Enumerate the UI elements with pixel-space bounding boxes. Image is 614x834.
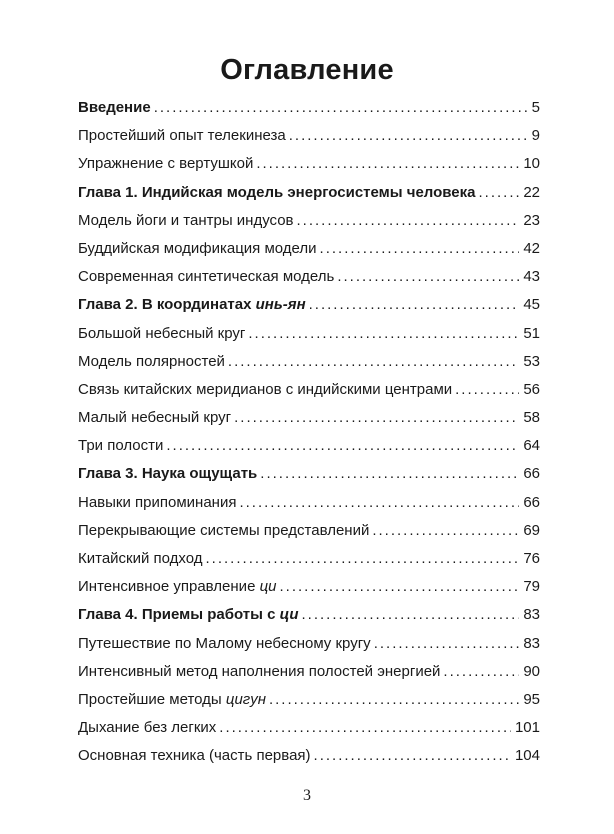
toc-entry[interactable] xyxy=(78,517,540,545)
dot-leader xyxy=(374,630,520,658)
toc-entry[interactable] xyxy=(78,122,540,150)
toc-entry-label: Модель йоги и тантры индусов xyxy=(78,211,294,229)
dot-leader xyxy=(166,432,519,460)
dot-leader xyxy=(455,376,519,404)
toc-entry-page: 76 xyxy=(523,550,540,567)
toc-entry-label: Навыки припоминания xyxy=(78,493,237,511)
toc-entry-label: Современная синтетическая модель xyxy=(78,268,335,286)
dot-leader xyxy=(228,348,519,376)
toc-entry-page: 45 xyxy=(523,296,540,314)
toc-entry-label: Буддийская модификация модели xyxy=(78,239,317,257)
toc-entry-page: 53 xyxy=(523,352,540,370)
toc-entry[interactable] xyxy=(78,348,540,376)
toc-entry-page: 22 xyxy=(523,183,540,201)
toc-entry[interactable] xyxy=(78,376,540,404)
toc-entry[interactable] xyxy=(78,658,540,686)
toc-entry[interactable] xyxy=(78,263,540,291)
toc-entry-term-italic: ци xyxy=(259,578,277,596)
toc-entry-label: Путешествие по Малому небесному кругу xyxy=(78,634,371,652)
toc-entry[interactable] xyxy=(78,207,540,235)
toc-entry[interactable] xyxy=(78,601,540,629)
toc-entry[interactable] xyxy=(78,686,540,714)
dot-leader xyxy=(234,404,519,432)
toc-entry[interactable] xyxy=(78,460,540,488)
toc-entry[interactable] xyxy=(78,714,540,742)
toc-entry-label: Упражнение с вертушкой xyxy=(78,155,254,173)
dot-leader xyxy=(314,742,511,770)
dot-leader xyxy=(154,94,528,122)
toc-entry-page: 5 xyxy=(531,99,540,116)
toc-entry-page: 83 xyxy=(523,634,540,652)
toc-entry-term-italic: цигун xyxy=(225,690,266,708)
toc-entry-label: Введение xyxy=(78,99,151,116)
toc-entry-page: 58 xyxy=(523,409,540,427)
dot-leader xyxy=(289,122,528,150)
dot-leader xyxy=(269,686,519,714)
toc-entry-label: Дыхание без легких xyxy=(78,719,217,737)
toc-entry-label: Модель полярностей xyxy=(78,352,225,370)
dot-leader xyxy=(260,460,519,488)
toc-entry-label: Малый небесный круг xyxy=(78,409,232,427)
dot-leader xyxy=(248,320,519,348)
toc-entry-page: 43 xyxy=(523,268,540,286)
dot-leader xyxy=(256,150,519,178)
toc-entry-page: 83 xyxy=(523,606,540,624)
toc-entry-page: 90 xyxy=(523,662,540,680)
toc-entry[interactable] xyxy=(78,742,540,770)
toc-entry-term-italic: ци xyxy=(279,606,299,624)
toc-entry[interactable] xyxy=(78,545,540,573)
dot-leader xyxy=(320,235,520,263)
toc-entry-label: Глава 3. Наука ощущать xyxy=(78,465,258,483)
toc-entry-label: Перекрывающие системы представлений xyxy=(78,521,370,539)
dot-leader xyxy=(301,601,519,629)
toc-entry[interactable] xyxy=(78,150,540,178)
dot-leader xyxy=(239,489,519,517)
toc-entry[interactable] xyxy=(78,179,540,207)
toc-entry-label: Основная техника (часть первая) xyxy=(78,747,311,765)
toc-entry-label: Интенсивное управление ци xyxy=(78,578,277,596)
toc-entry[interactable] xyxy=(78,404,540,432)
toc-entry[interactable] xyxy=(78,573,540,601)
dot-leader xyxy=(372,517,519,545)
toc-entry-label: Глава 4. Приемы работы с ци xyxy=(78,606,299,624)
toc-entry-page: 101 xyxy=(514,719,540,737)
toc-entry-page: 79 xyxy=(523,578,540,596)
toc-entry-label: Интенсивный метод наполнения полостей энергией xyxy=(78,662,441,680)
toc-entry-page: 66 xyxy=(523,493,540,511)
toc-entry-label: Три полости xyxy=(78,437,164,455)
toc-entry-page: 51 xyxy=(523,324,540,342)
toc-entry-label: Китайский подход xyxy=(78,550,203,567)
toc-entry-page: 64 xyxy=(523,437,540,455)
dot-leader xyxy=(206,545,520,573)
toc-entry-label: Простейший опыт телекинеза xyxy=(78,127,286,145)
dot-leader xyxy=(219,714,511,742)
toc-entry[interactable] xyxy=(78,489,540,517)
dot-leader xyxy=(337,263,519,291)
toc-entry-label: Простейшие методы цигун xyxy=(78,690,266,708)
toc-entry-page: 42 xyxy=(523,239,540,257)
toc-entry[interactable] xyxy=(78,320,540,348)
dot-leader xyxy=(443,658,519,686)
toc-entry-label: Большой небесный круг xyxy=(78,324,246,342)
toc-entry-label: Глава 2. В координатах инь-ян xyxy=(78,296,306,314)
toc-entry-page: 69 xyxy=(523,521,540,539)
toc-entry-page: 10 xyxy=(523,155,540,173)
toc-entry[interactable] xyxy=(78,432,540,460)
toc-entry-page: 95 xyxy=(523,690,540,708)
toc-entry[interactable] xyxy=(78,94,540,122)
dot-leader xyxy=(280,573,520,601)
toc-entry-label: Связь китайских меридианов с индийскими центрами xyxy=(78,380,453,398)
footer-page-number: 3 xyxy=(303,786,311,804)
toc-entry-page: 66 xyxy=(523,465,540,483)
page-title: Оглавление xyxy=(220,54,394,86)
toc-entry-page: 56 xyxy=(523,380,540,398)
toc-entry-page: 104 xyxy=(514,747,540,765)
toc-entry[interactable] xyxy=(78,291,540,319)
dot-leader xyxy=(297,207,520,235)
dot-leader xyxy=(309,291,520,319)
toc-entry[interactable] xyxy=(78,235,540,263)
toc-entry-page: 23 xyxy=(523,211,540,229)
toc-list xyxy=(78,94,540,771)
toc-entry-term-italic: инь-ян xyxy=(255,296,306,314)
toc-entry[interactable] xyxy=(78,630,540,658)
dot-leader xyxy=(479,179,520,207)
toc-entry-page: 9 xyxy=(531,127,540,145)
toc-entry-label: Глава 1. Индийская модель энергосистемы человека xyxy=(78,183,476,201)
